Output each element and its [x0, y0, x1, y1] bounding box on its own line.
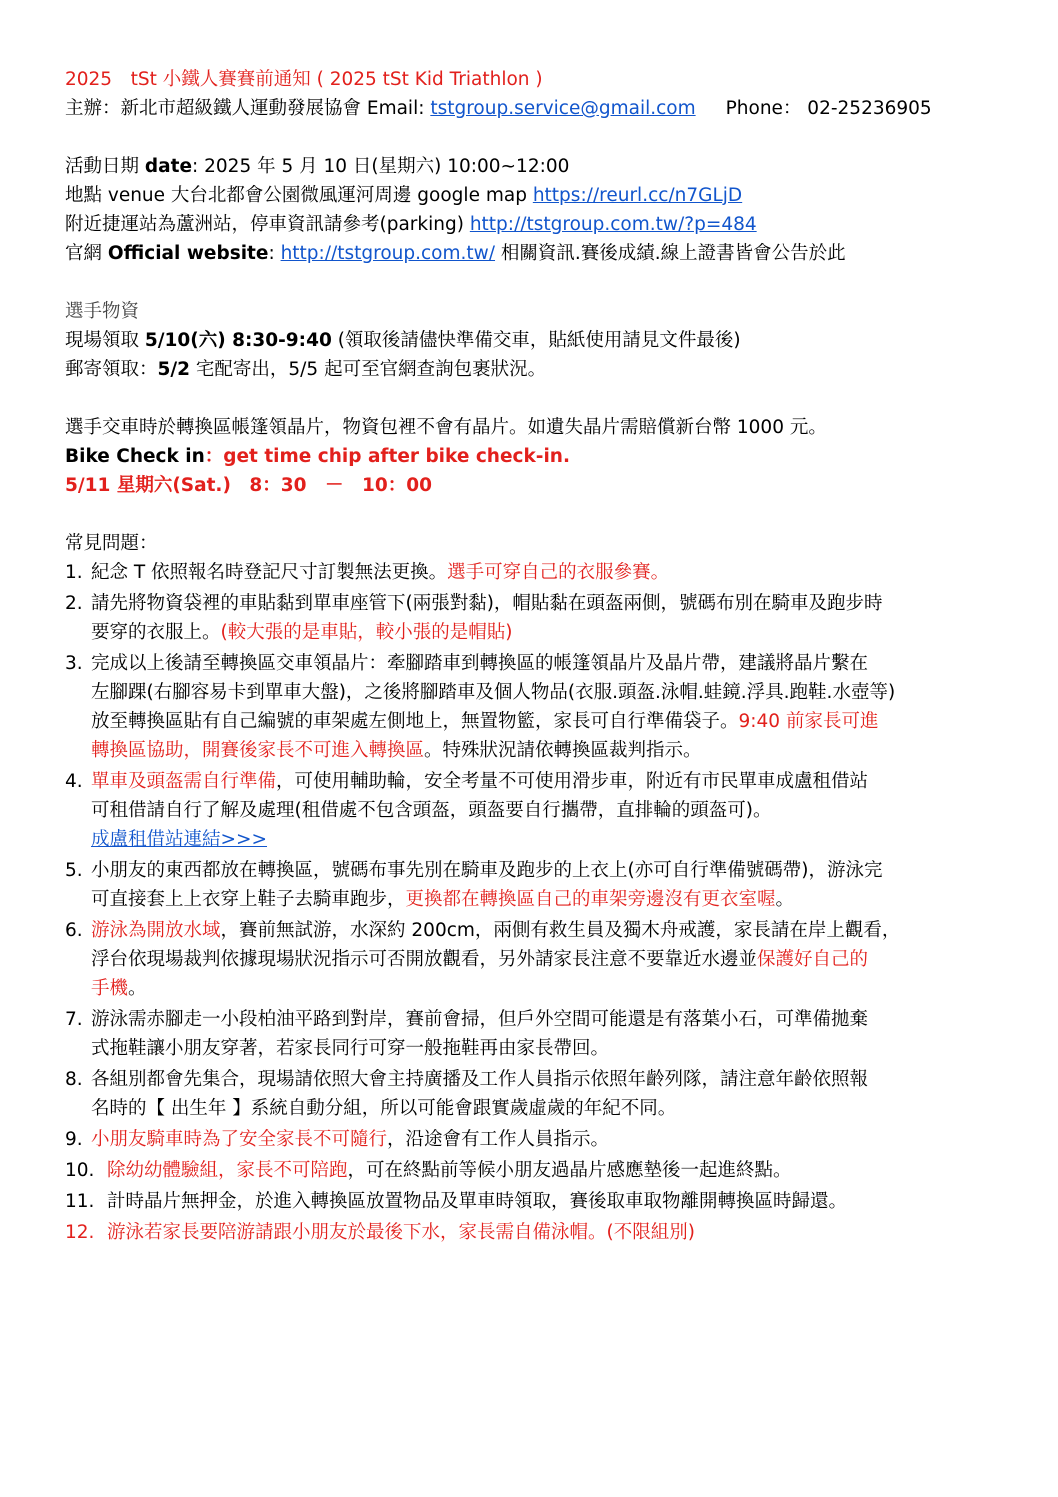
- mail-suffix: 宅配寄出，5/5 起可至官網查詢包裹狀況。: [190, 359, 547, 380]
- faq-highlight: 游泳若家長要陪游請跟小朋友於最後下水，家長需自備泳帽。(不限組別): [107, 1222, 695, 1243]
- faq-number: 4.: [65, 771, 83, 792]
- site-prefix: 官網: [65, 243, 108, 264]
- faq-highlight: 9:40 前家長可進: [738, 711, 879, 732]
- email-link[interactable]: tstgroup.service@gmail.com: [430, 98, 696, 119]
- chip-notice: 選手交車時於轉換區帳篷領晶片，物資包裡不會有晶片。如遺失晶片需賠償新台幣 1000 元。: [65, 417, 827, 438]
- checkin-time: 5/11 星期六(Sat.) 8：30 － 10：00: [65, 475, 433, 496]
- faq-number: 2.: [65, 593, 83, 614]
- faq-number: 1.: [65, 562, 83, 583]
- site-key: Official website: [107, 243, 269, 264]
- faq-text: 完成以上後請至轉換區交車領晶片：牽腳踏車到轉換區的帳篷領晶片及晶片帶，建議將晶片繫在: [91, 653, 869, 674]
- event-date-line: [65, 152, 1003, 181]
- official-website-link[interactable]: http://tstgroup.com.tw/: [280, 243, 496, 264]
- faq-text: ，可使用輔助輪，安全考量不可使用滑步車，附近有市民單車成盧租借站: [276, 771, 869, 792]
- faq-highlight: 手機: [91, 978, 129, 999]
- faq-item-6: [65, 916, 1003, 1003]
- faq-item-1: [65, 558, 1003, 587]
- faq-text: 游泳需赤腳走一小段柏油平路到對岸，賽前會掃，但戶外空間可能還是有落葉小石，可準備拋棄: [91, 1009, 869, 1030]
- faq-text: 可直接套上上衣穿上鞋子去騎車跑步，: [91, 889, 406, 910]
- faq-number: 8.: [65, 1069, 83, 1090]
- onsite-prefix: 現場領取: [65, 330, 145, 351]
- organizer-label: 主辦：新北市超級鐵人運動發展協會 Email:: [65, 98, 431, 119]
- phone-label: Phone： 02-25236905: [725, 98, 932, 119]
- faq-highlight: 單車及頭盔需自行準備: [91, 771, 277, 792]
- faq-text: ，可在終點前等候小朋友過晶片感應墊後一起進終點。: [347, 1160, 792, 1181]
- rental-station-link[interactable]: 成盧租借站連結>>>: [91, 829, 268, 850]
- faq-text: 小朋友的東西都放在轉換區，號碼布事先別在騎車及跑步的上衣上(亦可自行準備號碼帶)，游泳完: [91, 860, 883, 881]
- mail-prefix: 郵寄領取：: [65, 359, 158, 380]
- bike-checkin-line: [65, 442, 1003, 471]
- faq-highlight: 更換都在轉換區自己的車架旁邊沒有更衣室喔: [405, 889, 776, 910]
- faq-highlight: 游泳為開放水域: [91, 920, 221, 941]
- date-prefix: 活動日期: [65, 156, 145, 177]
- checkin-red: ：get time chip after bike check-in.: [204, 446, 570, 467]
- faq-text: 計時晶片無押金，於進入轉換區放置物品及單車時領取，賽後取車取物離開轉換區時歸還。: [107, 1191, 848, 1212]
- faq-number: 7.: [65, 1009, 83, 1030]
- website-line: [65, 239, 1003, 268]
- mail-pickup-line: [65, 355, 1003, 384]
- faq-highlight: 轉換區協助，開賽後家長不可進入轉換區: [91, 740, 425, 761]
- faq-number: 3.: [65, 653, 83, 674]
- date-value: : 2025 年 5 月 10 日(星期六) 10:00~12:00: [192, 156, 570, 177]
- parking-link[interactable]: http://tstgroup.com.tw/?p=484: [469, 214, 757, 235]
- page-title: [65, 65, 1003, 94]
- faq-item-5: [65, 856, 1003, 914]
- faq-highlight: 選手可穿自己的衣服參賽。: [447, 562, 670, 583]
- faq-item-4: [65, 767, 1003, 854]
- faq-number: 5.: [65, 860, 83, 881]
- faq-list: [65, 558, 1003, 1247]
- faq-item-11: [65, 1187, 1003, 1216]
- faq-item-3: [65, 649, 1003, 765]
- faq-text: 。特殊狀況請依轉換區裁判指示。: [424, 740, 702, 761]
- faq-text: 要穿的衣服上。: [91, 622, 221, 643]
- supplies-heading: 選手物資: [65, 301, 140, 322]
- faq-text: 請先將物資袋裡的車貼黏到單車座管下(兩張對黏)，帽貼黏在頭盔兩側，號碼布別在騎車及跑步時: [91, 593, 883, 614]
- site-colon: :: [268, 243, 281, 264]
- faq-text: 各組別都會先集合，現場請依照大會主持廣播及工作人員指示依照年齡列隊，請注意年齡依照報: [91, 1069, 869, 1090]
- faq-item-10: [65, 1156, 1003, 1185]
- mrt-text: 附近捷運站為蘆洲站，停車資訊請參考(parking): [65, 214, 470, 235]
- faq-item-2: [65, 589, 1003, 647]
- faq-number: 10.: [65, 1160, 95, 1181]
- faq-text: 可租借請自行了解及處理(租借處不包含頭盔，頭盔要自行攜帶，直排輪的頭盔可)。: [91, 800, 772, 821]
- mrt-line: [65, 210, 1003, 239]
- date-key: date: [144, 156, 193, 177]
- faq-highlight: 小朋友騎車時為了安全家長不可隨行: [91, 1129, 388, 1150]
- faq-item-8: [65, 1065, 1003, 1123]
- faq-text: 式拖鞋讓小朋友穿著，若家長同行可穿一般拖鞋再由家長帶回。: [91, 1038, 610, 1059]
- faq-highlight: 除幼幼體驗組，家長不可陪跑: [107, 1160, 348, 1181]
- faq-item-9: [65, 1125, 1003, 1154]
- checkin-label: Bike Check in: [65, 446, 205, 467]
- faq-number: 6.: [65, 920, 83, 941]
- faq-text: ，賽前無試游，水深約 200cm，兩側有救生員及獨木舟戒護，家長請在岸上觀看，: [220, 920, 901, 941]
- venue-line: [65, 181, 1003, 210]
- faq-number: 12.: [65, 1222, 95, 1243]
- faq-text: 浮台依現場裁判依據現場狀況指示可否開放觀看，另外請家長注意不要靠近水邊並: [91, 949, 758, 970]
- mail-date: 5/2: [157, 359, 191, 380]
- faq-text: 放至轉換區貼有自己編號的車架處左側地上，無置物籃，家長可自行準備袋子。: [91, 711, 739, 732]
- onsite-time: 5/10(六) 8:30-9:40: [144, 330, 332, 351]
- faq-number: 9.: [65, 1129, 83, 1150]
- onsite-pickup-line: [65, 326, 1003, 355]
- faq-text: 左腳踝(右腳容易卡到單車大盤)，之後將腳踏車及個人物品(衣服.頭盔.泳帽.蛙鏡.浮具.跑鞋.水壺等): [91, 682, 896, 703]
- faq-item-7: [65, 1005, 1003, 1063]
- google-map-link[interactable]: https://reurl.cc/n7GLjD: [532, 185, 743, 206]
- faq-highlight: (較大張的是車貼，較小張的是帽貼): [220, 622, 513, 643]
- faq-number: 11.: [65, 1191, 95, 1212]
- venue-text: 地點 venue 大台北都會公園微風運河周邊 google map: [65, 185, 533, 206]
- faq-text: 。: [775, 889, 795, 910]
- faq-heading: 常見問題：: [65, 533, 158, 554]
- title-text: 2025 tSt 小鐵人賽賽前通知 ( 2025 tSt Kid Triathlon ): [65, 69, 543, 90]
- site-suffix: 相關資訊.賽後成績.線上證書皆會公告於此: [495, 243, 846, 264]
- faq-text: 。: [128, 978, 147, 999]
- faq-highlight: 保護好自己的: [757, 949, 869, 970]
- faq-item-12: [65, 1218, 1003, 1247]
- onsite-suffix: (領取後請儘快準備交車，貼紙使用請見文件最後): [331, 330, 741, 351]
- faq-text: 名時的【 出生年 】系統自動分組，所以可能會跟實歲虛歲的年紀不同。: [91, 1098, 677, 1119]
- faq-text: ，沿途會有工作人員指示。: [387, 1129, 610, 1150]
- organizer-line: [65, 94, 1003, 123]
- faq-text: 紀念 T 依照報名時登記尺寸訂製無法更換。: [91, 562, 448, 583]
